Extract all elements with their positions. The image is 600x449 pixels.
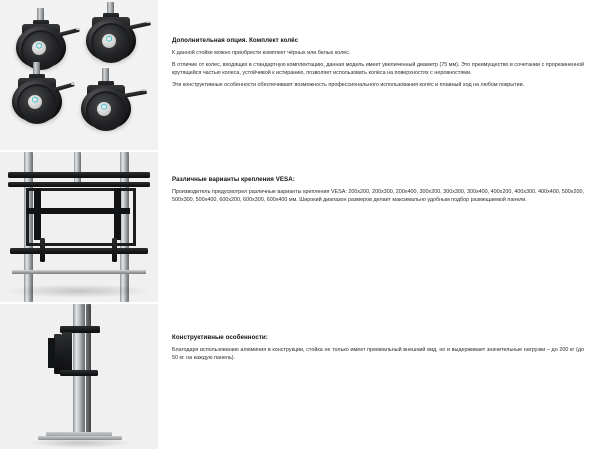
- caster-wheel-2: [74, 2, 152, 64]
- stand-rail: [12, 270, 146, 274]
- vesa-mount-photo: [0, 152, 158, 302]
- photo-shadow: [6, 284, 152, 298]
- vesa-plate-rib-1: [34, 188, 41, 240]
- caster-wheel-3: [2, 62, 76, 124]
- caster-wheel-1: [6, 8, 80, 70]
- stand-side-photo: [0, 304, 158, 449]
- stand-center-post: [74, 152, 81, 186]
- vesa-heading: Различные варианты крепления VESA:: [172, 176, 295, 183]
- caster-brake-lever: [123, 90, 147, 98]
- stand-bracket-bottom: [60, 370, 98, 376]
- vesa-arm-left: [40, 238, 45, 262]
- brand-logo-icon: ⬡: [35, 43, 43, 50]
- brand-logo-icon: ⬡: [31, 97, 39, 104]
- design-heading: Конструктивные особенности:: [172, 334, 268, 341]
- vesa-plate-rib-3: [26, 208, 130, 214]
- design-paragraph-1: Благодаря использованию алюминия в конструкции, стойка не только имеет премиальный внешний вид, но и выдерживает значительные нагрузки – до 200 кг (до 50 кг. на каждую панель).: [172, 347, 584, 362]
- vesa-text-block: [172, 176, 584, 208]
- casters-text-block: [172, 37, 584, 93]
- casters-paragraph-1: К данной стойке можно приобрести комплект чёрных или белых колес.: [172, 50, 351, 57]
- caster-wheel-4: [68, 68, 150, 134]
- casters-paragraph-3: Эти конструктивные особенности обеспечивают возможность профессионального использования колёс и плавный ход на любом покрытии.: [172, 82, 525, 89]
- design-text-block: [172, 334, 584, 366]
- vesa-paragraph-1: Производитель предусмотрел различные варианты крепления VESA: 200x200, 200x300, 200x400, 300x200, 300x300, 300x400, 400x200, 400x300, 400x400, 500x200, 500x300, 500x400, 600x200, 600x300, 600x400 мм. Широкий диапазон размеров делает максимально удобным подбор размещаемой панели.: [172, 189, 584, 204]
- vesa-top-crossbar: [8, 172, 150, 178]
- brand-logo-icon: ⬡: [105, 36, 113, 43]
- casters-heading: Дополнительная опция. Комплект колёс: [172, 37, 299, 44]
- vesa-top-crossbar-2: [8, 182, 150, 187]
- stand-panel-edge: [48, 338, 55, 368]
- stand-bracket-plate: [54, 334, 62, 374]
- photo-shadow: [26, 438, 134, 448]
- vesa-arm-right: [112, 238, 117, 262]
- casters-paragraph-2: В отличие от колес, входящих в стандартную комплектацию, данная модель имеет увеличенный диаметр (75 мм). Это преимущество в сочетании с прорезиненной крутящейся частью колеса, устойчивой к истиранию, позволяет использовать колёса на поверхностях с неровностями.: [172, 61, 584, 77]
- brand-logo-icon: ⬡: [100, 104, 108, 111]
- casters-photo: [0, 0, 158, 150]
- vesa-bottom-crossbar: [10, 248, 148, 254]
- vesa-plate-rib-2: [114, 188, 121, 240]
